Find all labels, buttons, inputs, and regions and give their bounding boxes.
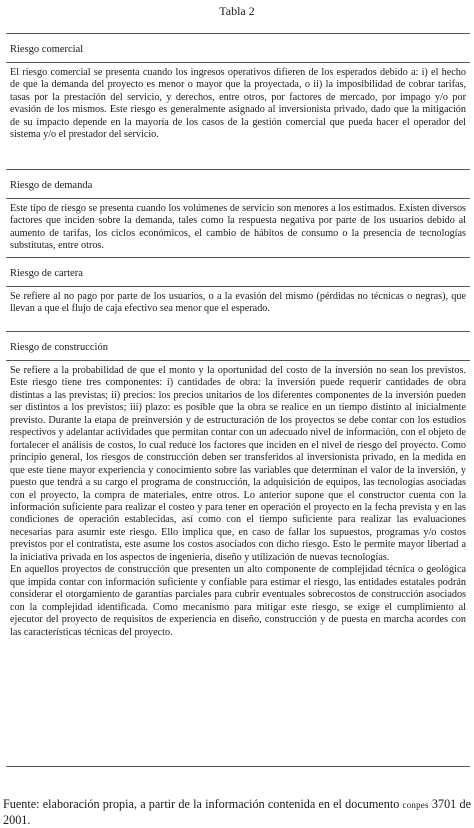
section-heading-cartera: Riesgo de cartera bbox=[6, 258, 470, 287]
section-heading-comercial: Riesgo comercial bbox=[6, 34, 470, 63]
section-paragraph: El riesgo comercial se presenta cuando los ingresos operativos difieren de los esperados debido a: i) el hecho de que la demanda del proyecto es menor o mayor que la proyectada, o ii) la imposibilidad de cobrar tarifas, tasas por la prestación del servicio, y derechos, entre otros, por factores de mercado, por impago y/o por evasión de los mismos. Este riesgo es generalmente asignado al inversionista privado, dado que la mitigación de su impacto depende en la mayoría de los casos de la gestión comercial que pueda hacer el operador del sistema y/o el prestador del servicio. bbox=[10, 67, 466, 141]
source-note-text: Fuente: elaboración propia, a partir de la información contenida en el documento bbox=[3, 797, 403, 811]
section-body-construccion bbox=[6, 361, 470, 766]
section-body-cartera bbox=[6, 287, 470, 332]
table-caption: Tabla 2 bbox=[219, 4, 255, 18]
section-body-comercial bbox=[6, 63, 470, 170]
section-paragraph: En aquellos proyectos de construcción que presenten un alto componente de complejidad técnica o geológica que impida contar con información suficiente y confiable para estimar el riesgo, las entidades estatales podrán considerar el otorgamiento de garantías parciales para cubrir eventuales sobrecostos de construcción asociados con la complejidad identificada. Como mecanismo para mitigar este riesgo, se exige el cumplimiento al ejecutor del proyecto de requisitos de experiencia en diseño, construcción y de puesta en marcha acordes con las características técnicas del proyecto. bbox=[10, 564, 466, 638]
source-note bbox=[3, 797, 471, 828]
source-note-year: 3701 de 2001. bbox=[3, 797, 471, 827]
section-heading-demanda: Riesgo de demanda bbox=[6, 170, 470, 199]
section-heading-construccion: Riesgo de construcción bbox=[6, 332, 470, 361]
source-doc-name: conpes bbox=[402, 800, 429, 810]
section-paragraph: Se refiere a la probabilidad de que el monto y la oportunidad del costo de la inversión no sean los previstos. Este riesgo tiene tres componentes: i) cantidades de obra: la inversión puede requerir cantidades de obra distintas a las previstas; ii) precios: los precios unitarios de los diferentes componentes de la inversión pueden ser distintos a los previstos; iii) plazo: es posible que la obra se realice en un tiempo distinto al inicialmente previsto. Durante la etapa de preinversión y de estructuración de los proyectos se debe contar con los estudios respectivos y adelantar actividades que permitan contar con un adecuado nivel de información, con el objeto de fortalecer el análisis de costos, lo cual reduce los factores que inciden en el nivel de riesgo del proyecto. Como principio general, los riesgos de construcción deben ser transferidos al inversionista privado, en la medida en que este tiene mayor experiencia y conocimiento sobre las variables que determinan el valor de la inversión, y puesto que tendrá a su cargo el programa de construcción, la adquisición de equipos, las tecnologías asociadas con el proyecto, la compra de materiales, entre otros. Lo anterior supone que el constructor cuenta con la información suficiente para realizar el costeo y para tener en operación el proyecto en la fecha prevista y en las condiciones de operación establecidas, así como con el tiempo suficiente para realizar las evaluaciones necesarias para asumir este riesgo. Ello implica que, en caso de fallar los supuestos, programas y/o costos previstos por el contratista, este asume los costos asociados con dicho riesgo. Esto le permite mayor libertad a la iniciativa privada en los aspectos de ingeniería, diseño y utilización de nuevas tecnologías. bbox=[10, 365, 466, 563]
section-paragraph: Se refiere al no pago por parte de los usuarios, o a la evasión del mismo (pérdidas no técnicas o negras), que llevan a que el flujo de caja efectivo sea menor que el esperado. bbox=[10, 291, 466, 315]
section-body-demanda bbox=[6, 199, 470, 258]
section-paragraph: Este tipo de riesgo se presenta cuando los volúmenes de servicio son menores a los estimados. Existen diversos factores que inciden sobre la demanda, tales como la respuesta negativa por parte de los usuarios debido al aumento de tarifas, los ciclos económicos, el cambio de hábitos de consumo o la presencia de tecnologías substitutas, entre otros. bbox=[10, 203, 466, 252]
risk-table bbox=[6, 33, 470, 767]
